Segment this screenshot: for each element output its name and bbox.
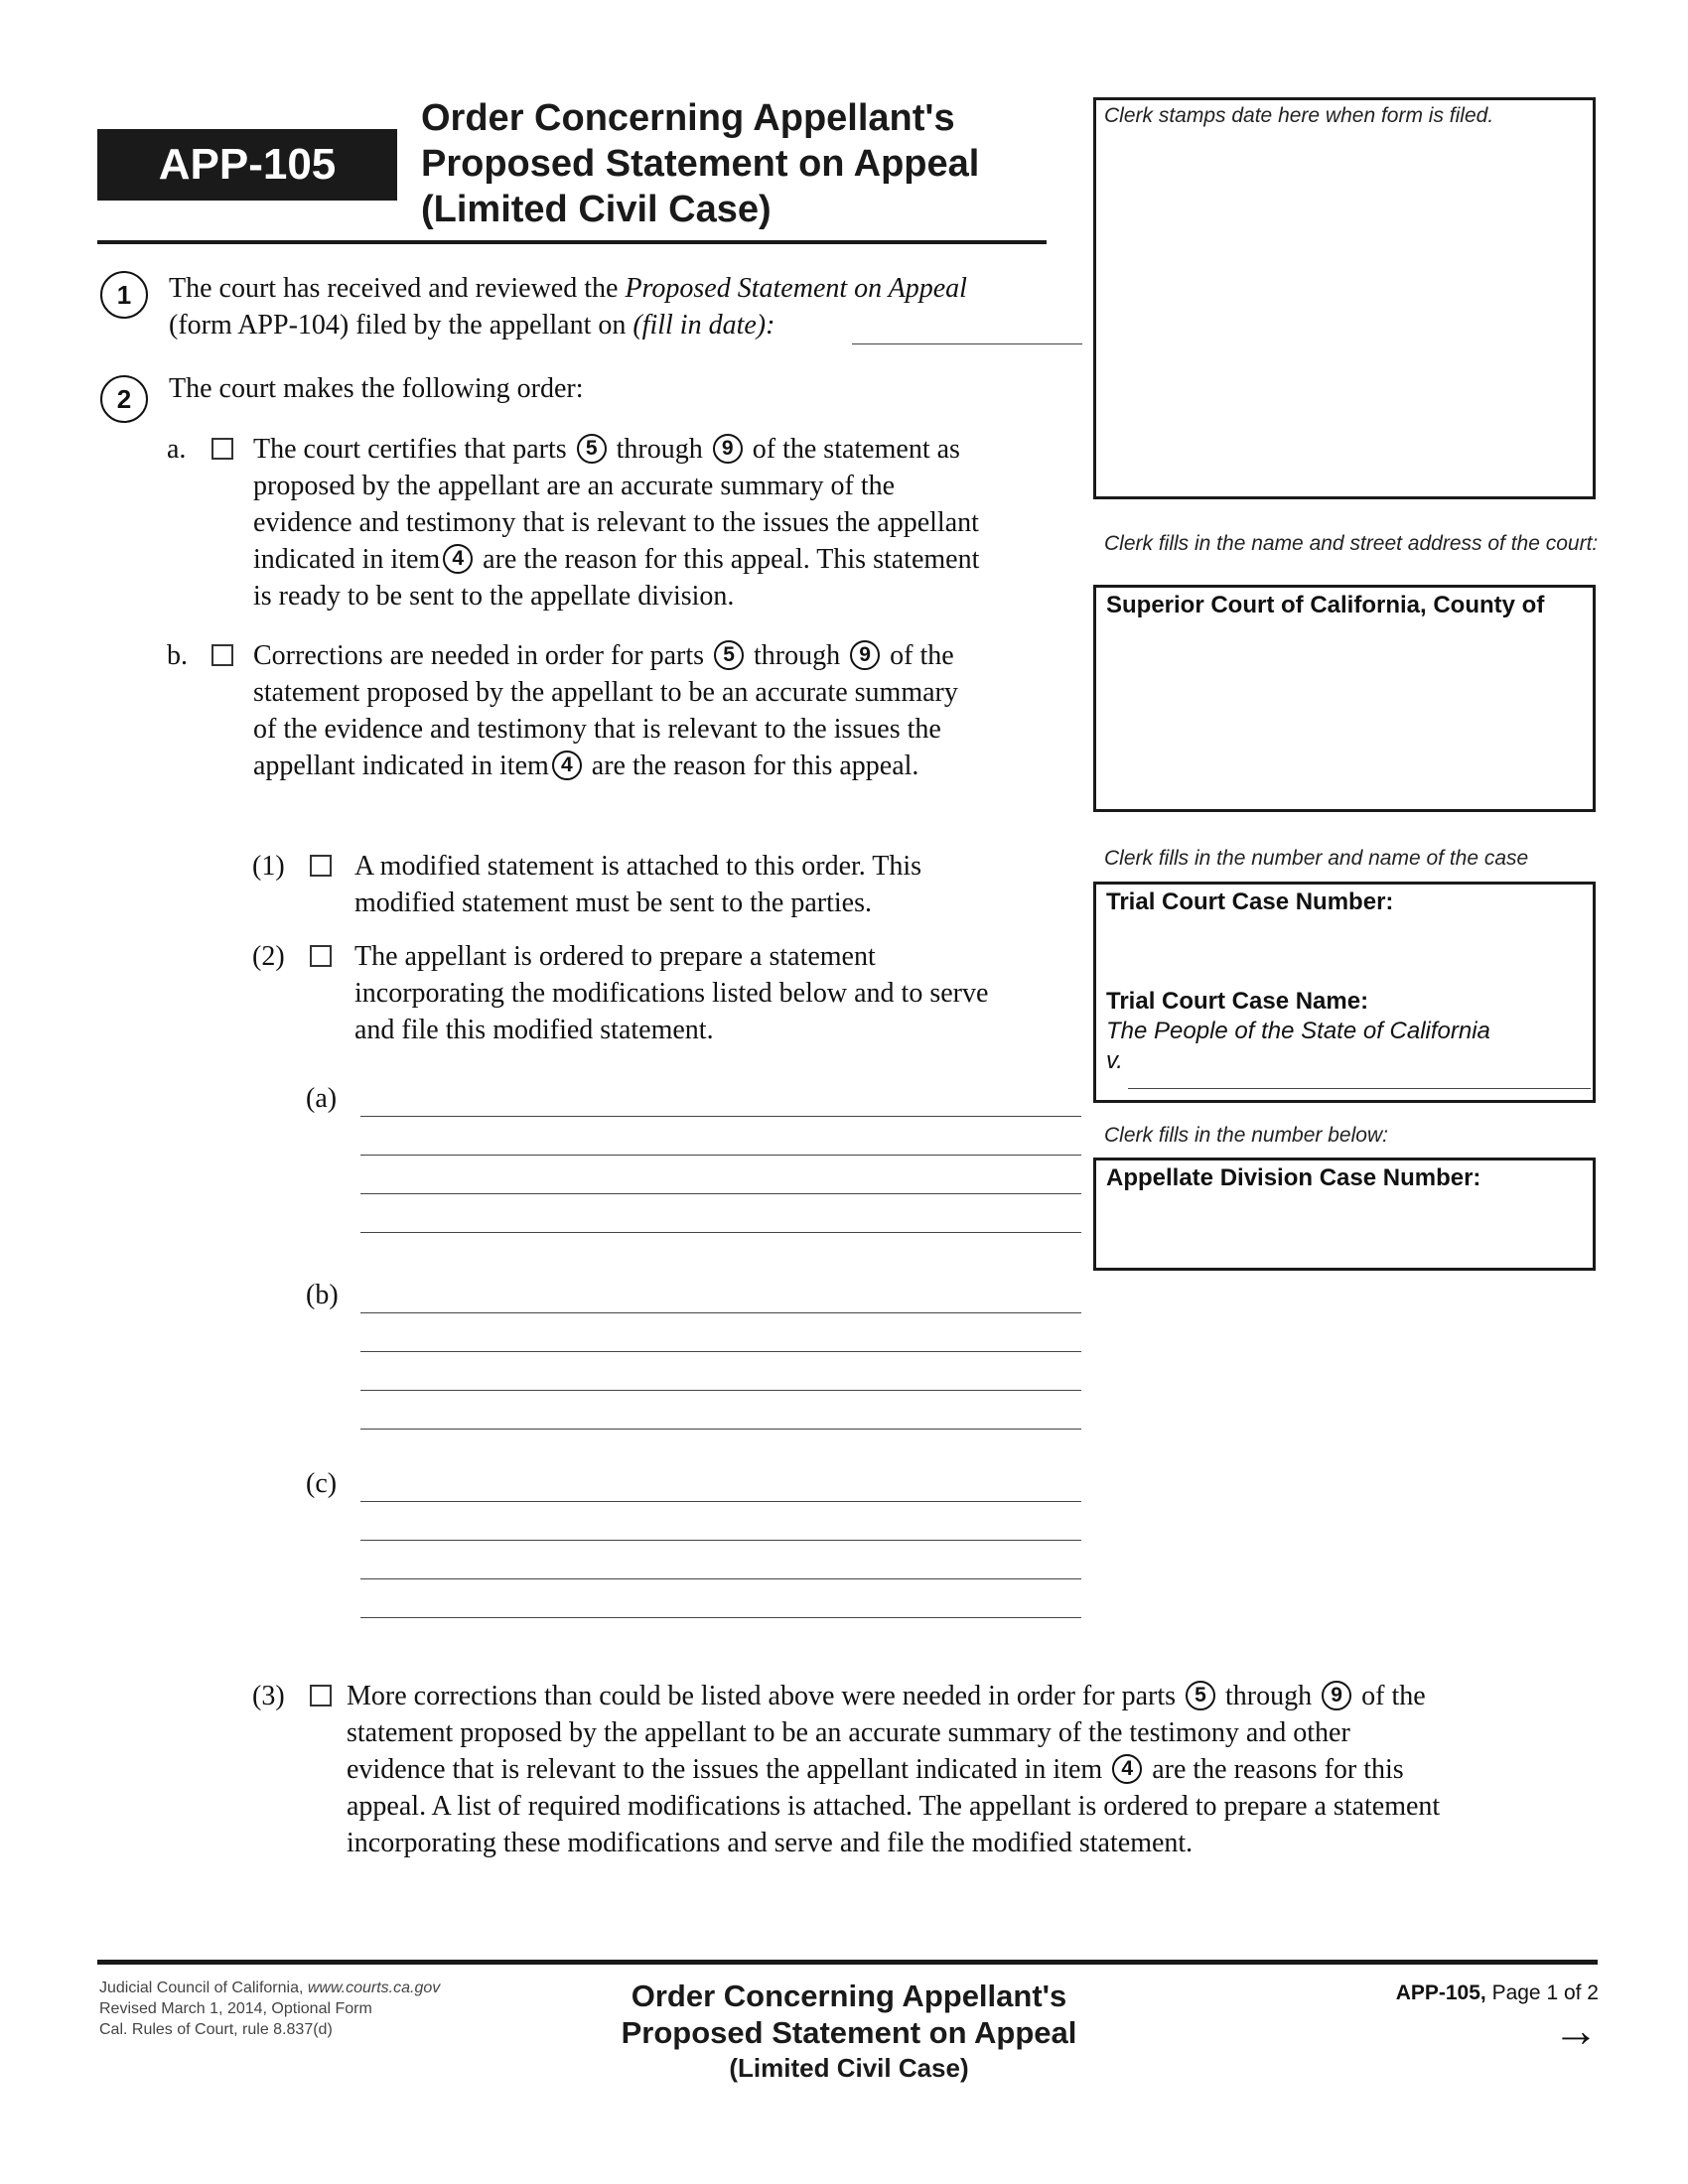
- footer-rule: Cal. Rules of Court, rule 8.837(d): [99, 2021, 333, 2038]
- sub-1-line2: modified statement must be sent to the parties.: [354, 887, 872, 918]
- item-2-number: 2: [100, 375, 148, 423]
- item-2a-line2: proposed by the appellant are an accurate summary of the: [253, 471, 896, 501]
- footer-council: Judicial Council of California,: [99, 1979, 308, 1996]
- item-2a-p3: of the statement as: [745, 434, 960, 465]
- item-2-intro: The court makes the following order:: [169, 373, 584, 404]
- form-title-line2: Proposed Statement on Appeal: [421, 143, 980, 185]
- blank-a-line[interactable]: [360, 1232, 1081, 1233]
- item-1-text-a: The court has received and reviewed the: [169, 273, 626, 304]
- ref-part-5: 5: [577, 434, 607, 464]
- form-id: APP-105: [158, 140, 337, 189]
- item-2b-line2: statement proposed by the appellant to be an accurate summary: [253, 677, 958, 708]
- sub-3-text: [347, 1678, 1598, 1861]
- sub-3-line4: appeal. A list of required modifications is attached. The appellant is ordered to prepare a statement: [347, 1791, 1441, 1822]
- case-versus: v.: [1106, 1047, 1123, 1074]
- blank-c-label: (c): [306, 1468, 338, 1499]
- filed-date-line[interactable]: [852, 343, 1082, 344]
- ref-part-5: 5: [714, 640, 744, 670]
- item-2a-line4a: indicated in item: [253, 544, 441, 575]
- ref-item-4: 4: [443, 544, 473, 574]
- item-2b-p3: of the: [883, 640, 954, 671]
- clerk-stamp-box[interactable]: [1093, 97, 1596, 499]
- item-2a-line3: evidence and testimony that is relevant to the issues the appellant: [253, 507, 979, 538]
- blank-b-line[interactable]: [360, 1429, 1081, 1430]
- case-name-label: Trial Court Case Name:: [1106, 988, 1369, 1015]
- form-id-badge: [97, 129, 397, 201]
- blank-a-line[interactable]: [360, 1116, 1081, 1117]
- ref-part-9: 9: [1322, 1681, 1351, 1710]
- blank-a-label: (a): [306, 1083, 338, 1114]
- sub-3-l1c: of the: [1354, 1681, 1426, 1711]
- blank-c-line[interactable]: [360, 1578, 1081, 1579]
- item-2a-letter: a.: [167, 434, 187, 465]
- sub-3-line5: incorporating these modifications and serve and file the modified statement.: [347, 1828, 1194, 1858]
- item-1-number: 1: [100, 271, 148, 319]
- header-divider: [97, 240, 1047, 244]
- sub-1-checkbox[interactable]: [310, 855, 332, 877]
- court-caption: Clerk fills in the name and street address of the court:: [1104, 532, 1599, 555]
- item-2b-line4a: appellant indicated in item: [253, 751, 549, 781]
- blank-c-line[interactable]: [360, 1501, 1081, 1502]
- sub-2-text: [354, 938, 1069, 1048]
- sub-2-line1: The appellant is ordered to prepare a statement: [354, 941, 876, 972]
- sub-3-l1a: More corrections than could be listed above were needed in order for parts: [347, 1681, 1184, 1711]
- blank-a-line[interactable]: [360, 1193, 1081, 1194]
- blank-b-line[interactable]: [360, 1390, 1081, 1391]
- sub-3-l3a: evidence that is relevant to the issues the appellant indicated in item: [347, 1754, 1110, 1785]
- court-label: Superior Court of California, County of: [1106, 592, 1545, 618]
- footer-revised: Revised March 1, 2014, Optional Form: [99, 2000, 372, 2017]
- sub-1-line1: A modified statement is attached to this order. This: [354, 851, 922, 882]
- sub-3-label: (3): [252, 1681, 285, 1711]
- blank-a-line[interactable]: [360, 1155, 1081, 1156]
- item-2a-p2: through: [609, 434, 710, 465]
- footer-page-number: [1331, 1981, 1599, 2005]
- court-address-box[interactable]: [1093, 585, 1596, 812]
- blank-b-label: (b): [306, 1280, 339, 1310]
- sub-2-line3: and file this modified statement.: [354, 1015, 714, 1045]
- form-title: [421, 95, 1056, 232]
- case-caption: Clerk fills in the number and name of the case: [1104, 847, 1529, 870]
- case-info-box: [1093, 882, 1596, 1103]
- item-2b-checkbox[interactable]: [211, 644, 233, 666]
- blank-b-line[interactable]: [360, 1312, 1081, 1313]
- footer-divider: [97, 1960, 1598, 1965]
- footer-page-id: APP-105,: [1395, 1981, 1486, 2004]
- ref-part-9: 9: [850, 640, 880, 670]
- sub-3-l3b: are the reasons for this: [1145, 1754, 1404, 1785]
- sub-2-line2: incorporating the modifications listed below and to serve: [354, 978, 989, 1009]
- ref-item-4: 4: [1112, 1754, 1142, 1784]
- item-2a-line4b: are the reason for this appeal. This statement: [476, 544, 980, 575]
- item-2b-line4b: are the reason for this appeal.: [584, 751, 919, 781]
- appellate-caption: Clerk fills in the number below:: [1104, 1124, 1388, 1147]
- next-page-arrow-icon[interactable]: →: [1553, 2004, 1599, 2056]
- item-2b-text: [253, 637, 1087, 784]
- ref-part-9: 9: [713, 434, 743, 464]
- item-2a-checkbox[interactable]: [211, 438, 233, 460]
- footer-publisher: [99, 1978, 440, 2040]
- blank-c-line[interactable]: [360, 1540, 1081, 1541]
- item-2b-line3: of the evidence and testimony that is relevant to the issues the: [253, 714, 941, 745]
- blank-b-line[interactable]: [360, 1351, 1081, 1352]
- case-defendant-line[interactable]: [1128, 1088, 1591, 1089]
- clerk-stamp-caption: Clerk stamps date here when form is filed.: [1104, 104, 1494, 127]
- item-2a-line5: is ready to be sent to the appellate division.: [253, 581, 735, 612]
- item-2b-p2: through: [747, 640, 848, 671]
- item-2b-letter: b.: [167, 640, 188, 671]
- sub-3-line2: statement proposed by the appellant to be an accurate summary of the testimony and other: [347, 1717, 1350, 1748]
- footer-title-line3: (Limited Civil Case): [729, 2053, 969, 2083]
- appellate-label: Appellate Division Case Number:: [1106, 1164, 1481, 1191]
- footer-title: [556, 1978, 1142, 2085]
- footer-title-line1: Order Concerning Appellant's: [631, 1979, 1067, 2013]
- case-number-label: Trial Court Case Number:: [1106, 888, 1394, 915]
- sub-3-checkbox[interactable]: [310, 1685, 332, 1706]
- case-name-value: The People of the State of California: [1106, 1018, 1490, 1044]
- item-1-text-b: Proposed Statement on Appeal: [625, 273, 967, 304]
- item-1-text: [169, 270, 1082, 343]
- ref-item-4: 4: [552, 751, 582, 780]
- sub-3-l1b: through: [1218, 1681, 1320, 1711]
- ref-part-5: 5: [1186, 1681, 1215, 1710]
- blank-c-line[interactable]: [360, 1617, 1081, 1618]
- footer-page-count: Page 1 of 2: [1485, 1981, 1599, 2004]
- item-2b-p1: Corrections are needed in order for parts: [253, 640, 712, 671]
- footer-title-line2: Proposed Statement on Appeal: [621, 2015, 1077, 2050]
- sub-1-label: (1): [252, 851, 285, 882]
- form-title-line1: Order Concerning Appellant's: [421, 97, 955, 139]
- sub-2-checkbox[interactable]: [310, 945, 332, 967]
- form-title-line3: (Limited Civil Case): [421, 189, 772, 230]
- appellate-number-box[interactable]: [1093, 1158, 1596, 1271]
- item-1-text-d: (fill in date):: [633, 310, 775, 341]
- item-1-text-c: (form APP-104) filed by the appellant on: [169, 310, 633, 341]
- item-2a-text: [253, 431, 1087, 614]
- footer-website: www.courts.ca.gov: [307, 1979, 441, 1996]
- sub-1-text: [354, 848, 1069, 921]
- item-2a-p1: The court certifies that parts: [253, 434, 574, 465]
- sub-2-label: (2): [252, 941, 285, 972]
